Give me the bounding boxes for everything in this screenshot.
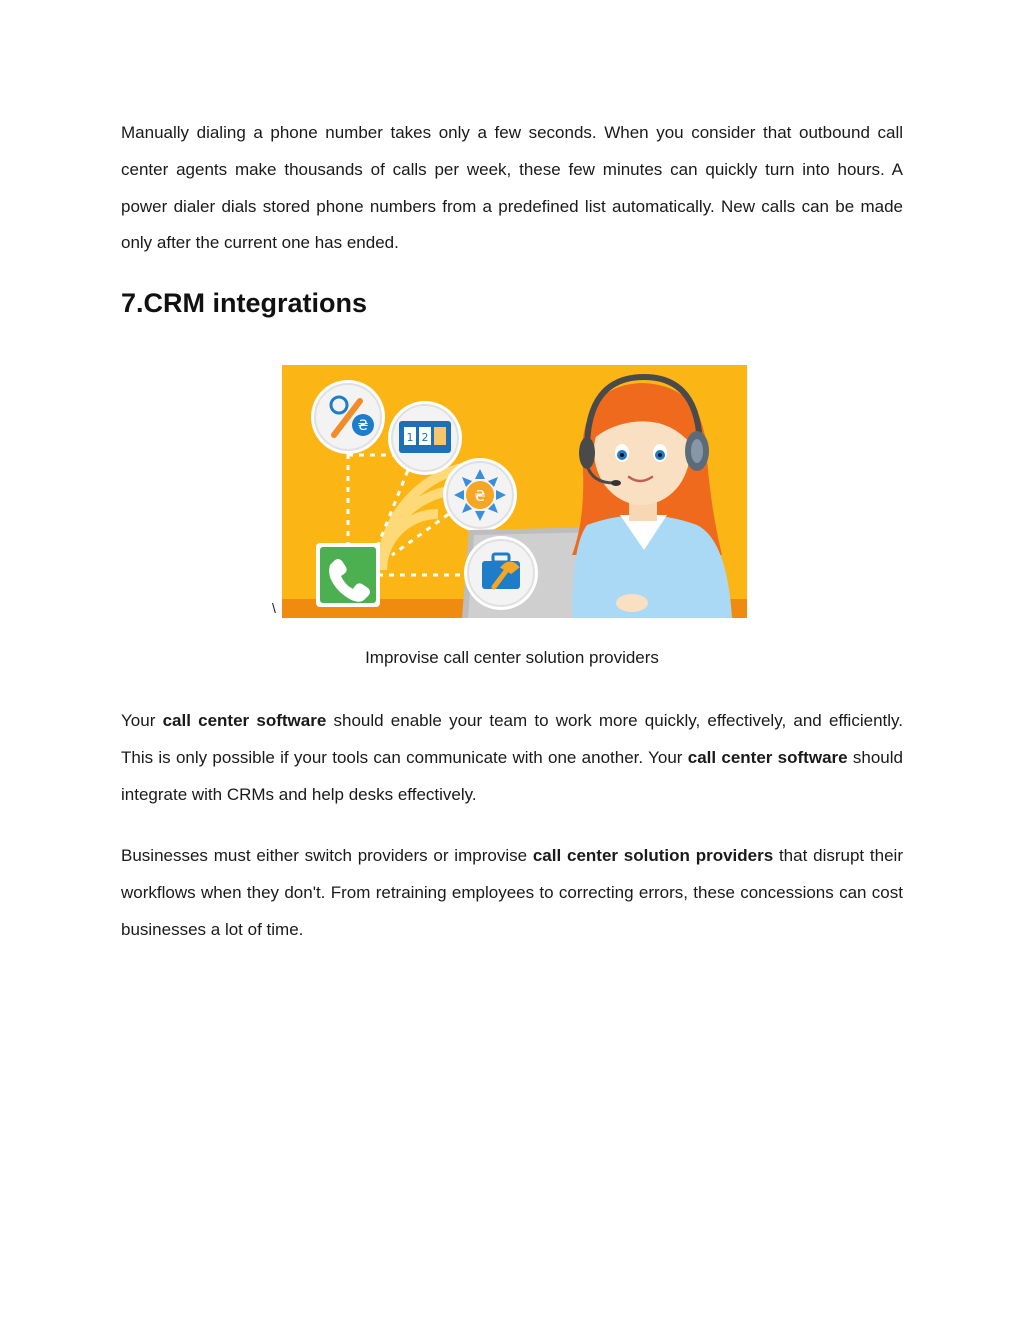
text-run: should integrate with CRMs and help desks effectively. (121, 747, 903, 804)
bold-term-call-center-software: call center software (162, 711, 327, 730)
paragraph-providers (121, 838, 903, 948)
section-heading: 7.CRM integrations (121, 288, 368, 318)
dialpad-digit-1: 1 (406, 431, 414, 444)
paragraph-power-dialer: Manually dialing a phone number takes only a few seconds. When you consider that outbound call center agents make thousands of calls per week, these few minutes can quickly turn into hours. A power dialer dials stored phone numbers from a predefined list automatically. New calls can be made only after the current one has ended. (121, 123, 903, 253)
toolbox-icon (464, 536, 538, 610)
phone-icon (316, 543, 380, 607)
figure-caption: Improvise call center solution providers (365, 648, 659, 667)
text-run: should enable your team to work more quickly, effectively, and efficiently. This is only possible if your tools can communicate with one another. Your (121, 711, 903, 767)
stray-backslash: \ (272, 600, 276, 616)
text-run: that disrupt their workflows when they don't. From retraining employees to correcting errors, these concessions can cost businesses a lot of time. (121, 846, 903, 939)
rupee-sun-icon (443, 458, 517, 532)
bold-term-solution-providers: call center solution providers (532, 846, 774, 865)
dialpad-icon (388, 401, 462, 475)
pencil-rupee-icon (311, 380, 385, 454)
svg-text:₴: ₴ (357, 418, 369, 434)
crm-integration-illustration (282, 365, 747, 618)
dialpad-digit-2: 2 (421, 431, 429, 444)
paragraph-software-integration (121, 703, 903, 813)
svg-text:₴: ₴ (474, 487, 486, 505)
bold-term-call-center-software: call center software (687, 747, 848, 767)
text-run: Your (121, 711, 163, 730)
text-run: Businesses must either switch providers or improvise (121, 846, 533, 865)
